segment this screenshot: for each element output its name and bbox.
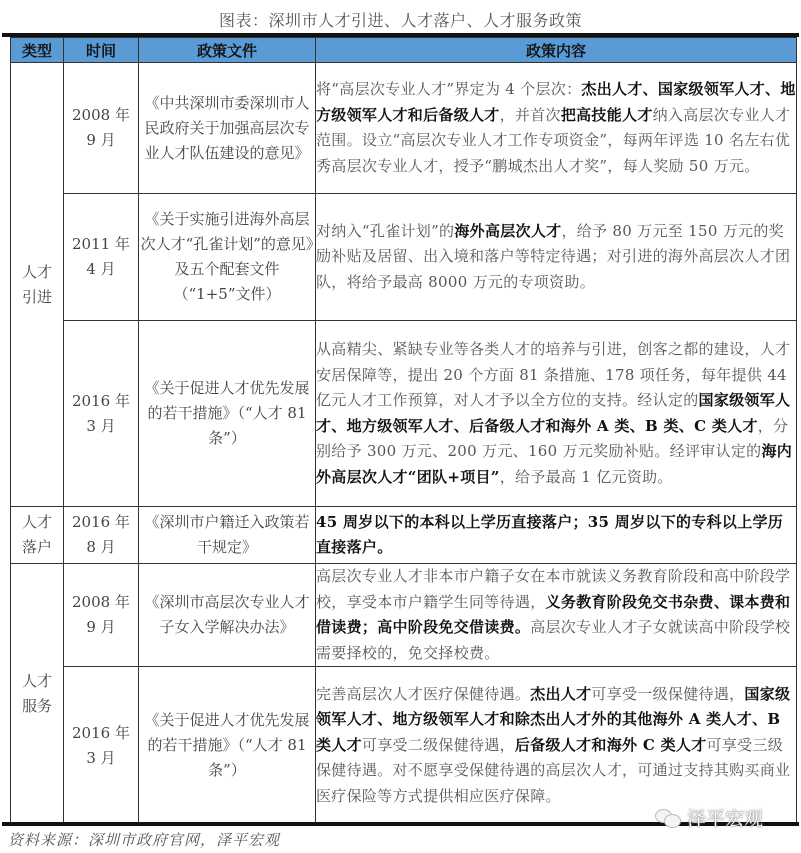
content-text: 纳入高层次专业人才范围。设立“高层次专业人才工作专项资金”，每两年评选 10 名左右优秀高层次专业人才，授予“鹏城杰出人才奖”，每人奖励 50 万元。 bbox=[316, 105, 791, 175]
document-cell: 《关于促进人才优先发展的若干措施》（“人才 81 条”） bbox=[139, 321, 316, 507]
time-month: 4 月 bbox=[86, 260, 116, 278]
emphasis-text: 海外高层次人才 bbox=[454, 221, 562, 240]
header-row bbox=[11, 38, 797, 63]
table-row bbox=[11, 564, 797, 667]
time-year: 2011 年 bbox=[72, 235, 130, 253]
type-label: 人才引进 bbox=[21, 262, 52, 306]
table-row bbox=[11, 63, 797, 194]
content-cell bbox=[316, 321, 797, 507]
emphasis-text: 国家级领军人才、地方级领军人才、后备级人才和海外 A 类、B 类、C 类人才 bbox=[316, 391, 791, 435]
type-label: 人才落户 bbox=[21, 513, 52, 556]
content-text: 可享受二级保健待遇， bbox=[361, 735, 515, 754]
time-cell bbox=[64, 194, 139, 321]
document-cell: 《关于实施引进海外高层次人才“孔雀计划”的意见》及五个配套文件（“1+5”文件） bbox=[139, 194, 316, 321]
content-text: ，分别给予 300 万元、200 万元、160 万元奖励补贴。经评审认定的 bbox=[316, 416, 789, 460]
content-text: 将“高层次专业人才”界定为 4 个层次： bbox=[316, 80, 582, 98]
table-row bbox=[11, 321, 797, 507]
time-year: 2008 年 bbox=[72, 106, 130, 124]
content-cell bbox=[316, 564, 797, 667]
time-cell bbox=[64, 667, 139, 825]
watermark bbox=[655, 804, 763, 831]
time-year: 2016 年 bbox=[72, 723, 130, 742]
emphasis-text: 义务教育阶段免交书杂费、课本费和借读费；高中阶段免交借读费。 bbox=[316, 592, 791, 636]
content-text: 高层次专业人才子女就读高中阶段学校需要择校的，免交择校费。 bbox=[316, 618, 791, 662]
emphasis-text: 45 周岁以下的本科以上学历直接落户；35 周岁以下的专科以上学历直接落户。 bbox=[316, 512, 784, 556]
document-cell: 《关于促进人才优先发展的若干措施》（“人才 81 条”） bbox=[139, 667, 316, 825]
time-year: 2016 年 bbox=[72, 391, 130, 410]
document-cell: 《深圳市高层次专业人才子女入学解决办法》 bbox=[139, 564, 316, 667]
emphasis-text: 海内外高层次人才“团队+项目” bbox=[316, 442, 793, 486]
content-text: 从高精尖、紧缺专业等各类人才的培养与引进，创客之都的建设，人才安居保障等，提出 20 个方面 81 条措施、178 项任务，每年提供 44 亿元人才工作预算，对人才予以全方位的支持。经认定的 bbox=[316, 340, 791, 409]
emphasis-text: 杰出人才 bbox=[530, 684, 592, 703]
header-document: 政策文件 bbox=[139, 38, 316, 63]
figure-caption: 图表：深圳市人才引进、人才落户、人才服务政策 bbox=[218, 11, 582, 30]
emphasis-text: 杰出人才、国家级领军人才、地方级领军人才和后备级人才 bbox=[316, 80, 796, 124]
time-cell bbox=[64, 63, 139, 194]
content-text: ，给予最高 1 亿元资助。 bbox=[499, 467, 673, 486]
type-label: 人才服务 bbox=[21, 672, 52, 715]
type-cell bbox=[11, 564, 64, 825]
document-cell: 《深圳市户籍迁入政策若干规定》 bbox=[139, 507, 316, 564]
source-note: 资料来源：深圳市政府官网，泽平宏观 bbox=[8, 831, 281, 849]
content-cell bbox=[316, 667, 797, 825]
time-cell bbox=[64, 321, 139, 507]
emphasis-text: 后备级人才和海外 C 类人才 bbox=[514, 735, 707, 754]
time-month: 8 月 bbox=[86, 538, 116, 556]
time-cell bbox=[64, 507, 139, 564]
content-cell bbox=[316, 63, 797, 194]
time-year: 2016 年 bbox=[72, 513, 130, 531]
content-text: 可享受一级保健待遇， bbox=[591, 684, 745, 703]
watermark-text: 泽平宏观 bbox=[687, 808, 764, 830]
content-cell bbox=[316, 194, 797, 321]
type-cell bbox=[11, 63, 64, 507]
emphasis-text: 国家级领军人才、地方级领军人才和除杰出人才外的其他海外 A 类人才、B 类人才 bbox=[316, 684, 791, 754]
time-month: 3 月 bbox=[86, 416, 116, 435]
header-time: 时间 bbox=[64, 38, 139, 63]
content-cell bbox=[316, 507, 797, 564]
time-cell bbox=[64, 564, 139, 667]
type-cell bbox=[11, 507, 64, 564]
content-text: 对纳入“孔雀计划”的 bbox=[316, 221, 455, 240]
content-text: ，给予 80 万元至 150 万元的奖励补贴及居留、出入境和落户等特定待遇；对引进的海外高层次人才团队，将给予最高 8000 万元的专项资助。 bbox=[316, 221, 791, 291]
table-row bbox=[11, 507, 797, 564]
content-text: 高层次专业人才非本市户籍子女在本市就读义务教育阶段和高中阶段学校，享受本市户籍学生同等待遇， bbox=[316, 567, 791, 611]
table-row bbox=[11, 667, 797, 825]
table-row bbox=[11, 194, 797, 321]
emphasis-text: 把高技能人才 bbox=[560, 105, 653, 124]
time-year: 2008 年 bbox=[72, 593, 130, 611]
header-content: 政策内容 bbox=[316, 38, 797, 63]
header-type: 类型 bbox=[11, 38, 64, 63]
document-cell: 《中共深圳市委深圳市人民政府关于加强高层次专业人才队伍建设的意见》 bbox=[139, 63, 316, 194]
content-text: 可享受三级保健待遇。对不愿享受保健待遇的高层次人才，可通过支持其购买商业医疗保险等方式提供相应医疗保障。 bbox=[316, 735, 791, 805]
time-month: 9 月 bbox=[86, 131, 116, 149]
policy-table bbox=[10, 37, 797, 825]
content-text: ，并首次 bbox=[499, 105, 561, 124]
time-month: 3 月 bbox=[86, 748, 116, 767]
wechat-icon bbox=[655, 809, 681, 827]
content-text: 完善高层次人才医疗保健待遇。 bbox=[316, 684, 531, 703]
time-month: 9 月 bbox=[86, 618, 116, 636]
